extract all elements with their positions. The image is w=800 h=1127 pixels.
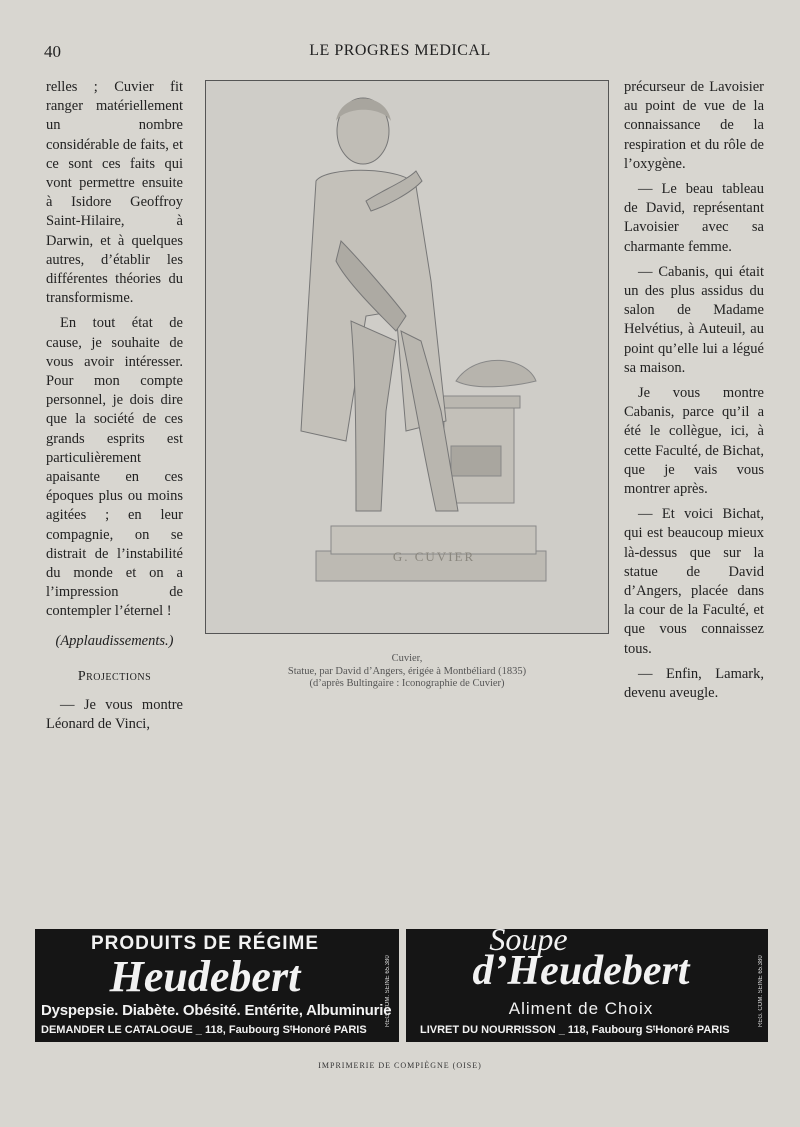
ad-right-soupe-script: Soupe (489, 929, 568, 957)
running-title: LE PROGRES MEDICAL (309, 42, 491, 59)
applause-note: (Applaudissements.) (55, 632, 174, 649)
section-heading: Projections (77, 668, 152, 684)
ad-right-livret: LIVRET DU NOURRISSON _ 118, Faubourg SᵗHonoré PARIS (420, 1024, 730, 1036)
right-paragraph-4: Je vous montre Cabanis, parce qu’il a été le collègue, ici, à cette Faculté, de Bichat, que je vais vous montrer après. (624, 385, 764, 498)
right-paragraph-2: — Le beau tableau de David, représentant Lavoisier avec sa charmante femme. (624, 181, 764, 255)
right-paragraph-6: — Enfin, Lamark, devenu aveugle. (624, 665, 764, 702)
ad-left-brand-logo: Heudebert (109, 952, 301, 1001)
printer-imprint: IMPRIMERIE DE COMPIÈGNE (OISE) (318, 1061, 482, 1070)
right-column (624, 78, 764, 709)
left-paragraph-3: — Je vous montre Léonard de Vinci, (46, 697, 183, 733)
statue-illustration (205, 80, 609, 634)
figure-caption-title: Cuvier, (391, 653, 423, 664)
left-column (46, 78, 183, 741)
left-paragraph-1: relles ; Cuvier fit ranger matériellement un nombre considérable de faits, et ce sont ces faits qui vont permettre ensuite à Isidore Geoffroy Saint-Hilaire, à Darwin, et à quelques autres, d’établir les différentes théories du transformisme. (46, 79, 183, 307)
left-paragraph-2: En tout état de cause, je souhaite de vous avoir intéresser. Pour mon compte personnel, je dois dire que la société de ces grands esprits est particulièrement apaisante en ces époques plus ou moins agitées ; en leur compagnie, on se distrait de l’instabilité du monde et on a l’impression de contempler l’éternel ! (46, 315, 183, 620)
ad-left-registration: REG. COM. SEINE 65.380 (385, 955, 391, 1027)
right-paragraph-5: — Et voici Bichat, qui est beaucoup mieux là-dessus que sur la statue de David d’Angers, placée dans la cour de la Faculté, et que vous connaissez tous. (624, 506, 764, 657)
ad-left-conditions: Dyspepsie. Diabète. Obésité. Entérite, Albuminurie (41, 1002, 392, 1019)
ad-left-catalogue: DEMANDER LE CATALOGUE _ 118, Faubourg SᵗHonoré PARIS (41, 1024, 367, 1036)
right-paragraph-1: précurseur de Lavoisier au point de vue de la connaissance de la respiration et du rôle de l’oxygène. (624, 79, 764, 172)
ad-right-brand-logo: d’Heudebert (472, 948, 690, 994)
page-number: 40 (44, 42, 61, 61)
heudebert-regime-advertisement (35, 929, 399, 1042)
cuvier-statue-drawing (206, 81, 608, 633)
ad-right-registration: REG. COM. SEINE 65.380 (758, 955, 764, 1027)
right-paragraph-3: — Cabanis, qui était un des plus assidus du salon de Madame Helvétius, à Auteuil, au point qu’elle lui a légué sa maison. (624, 263, 764, 376)
ad-right-tagline: Aliment de Choix (508, 999, 654, 1018)
figure-caption-source: (d’après Bultingaire : Iconographie de Cuvier) (309, 678, 505, 689)
ad-left-top-line: PRODUITS DE RÉGIME (90, 933, 320, 954)
pedestal-inscription: G. CUVIER (392, 549, 476, 564)
figure-caption-statue: Statue, par David d’Angers, érigée à Montbéliard (1835) (287, 666, 527, 677)
heudebert-soup-advertisement (406, 929, 768, 1042)
